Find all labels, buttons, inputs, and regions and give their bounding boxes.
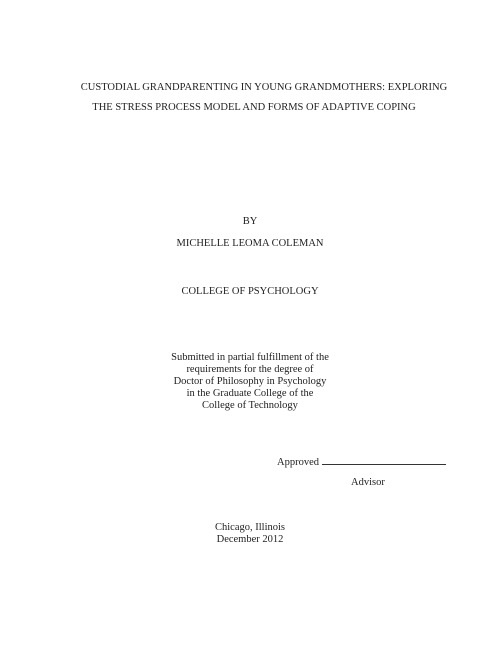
submission-line-1: Submitted in partial fulfillment of the	[171, 352, 329, 363]
approved-label: Approved	[277, 457, 319, 468]
location: Chicago, Illinois	[215, 522, 285, 533]
date: December 2012	[216, 534, 284, 545]
college-name: COLLEGE OF PSYCHOLOGY	[181, 286, 319, 297]
submission-line-4: in the Graduate College of the	[186, 388, 314, 399]
title-line-2: THE STRESS PROCESS MODEL AND FORMS OF ADAPTIVE COPING	[92, 102, 416, 113]
signature-line	[322, 455, 446, 465]
author-name: MICHELLE LEOMA COLEMAN	[176, 238, 324, 249]
approval-block	[277, 455, 446, 469]
submission-line-2: requirements for the degree of	[186, 364, 314, 375]
by-label: BY	[242, 216, 258, 227]
title-line-1: CUSTODIAL GRANDPARENTING IN YOUNG GRANDMOTHERS: EXPLORING	[80, 82, 448, 93]
submission-line-5: College of Technology	[202, 400, 298, 411]
submission-line-3: Doctor of Philosophy in Psychology	[173, 376, 327, 387]
advisor-label: Advisor	[351, 477, 385, 488]
